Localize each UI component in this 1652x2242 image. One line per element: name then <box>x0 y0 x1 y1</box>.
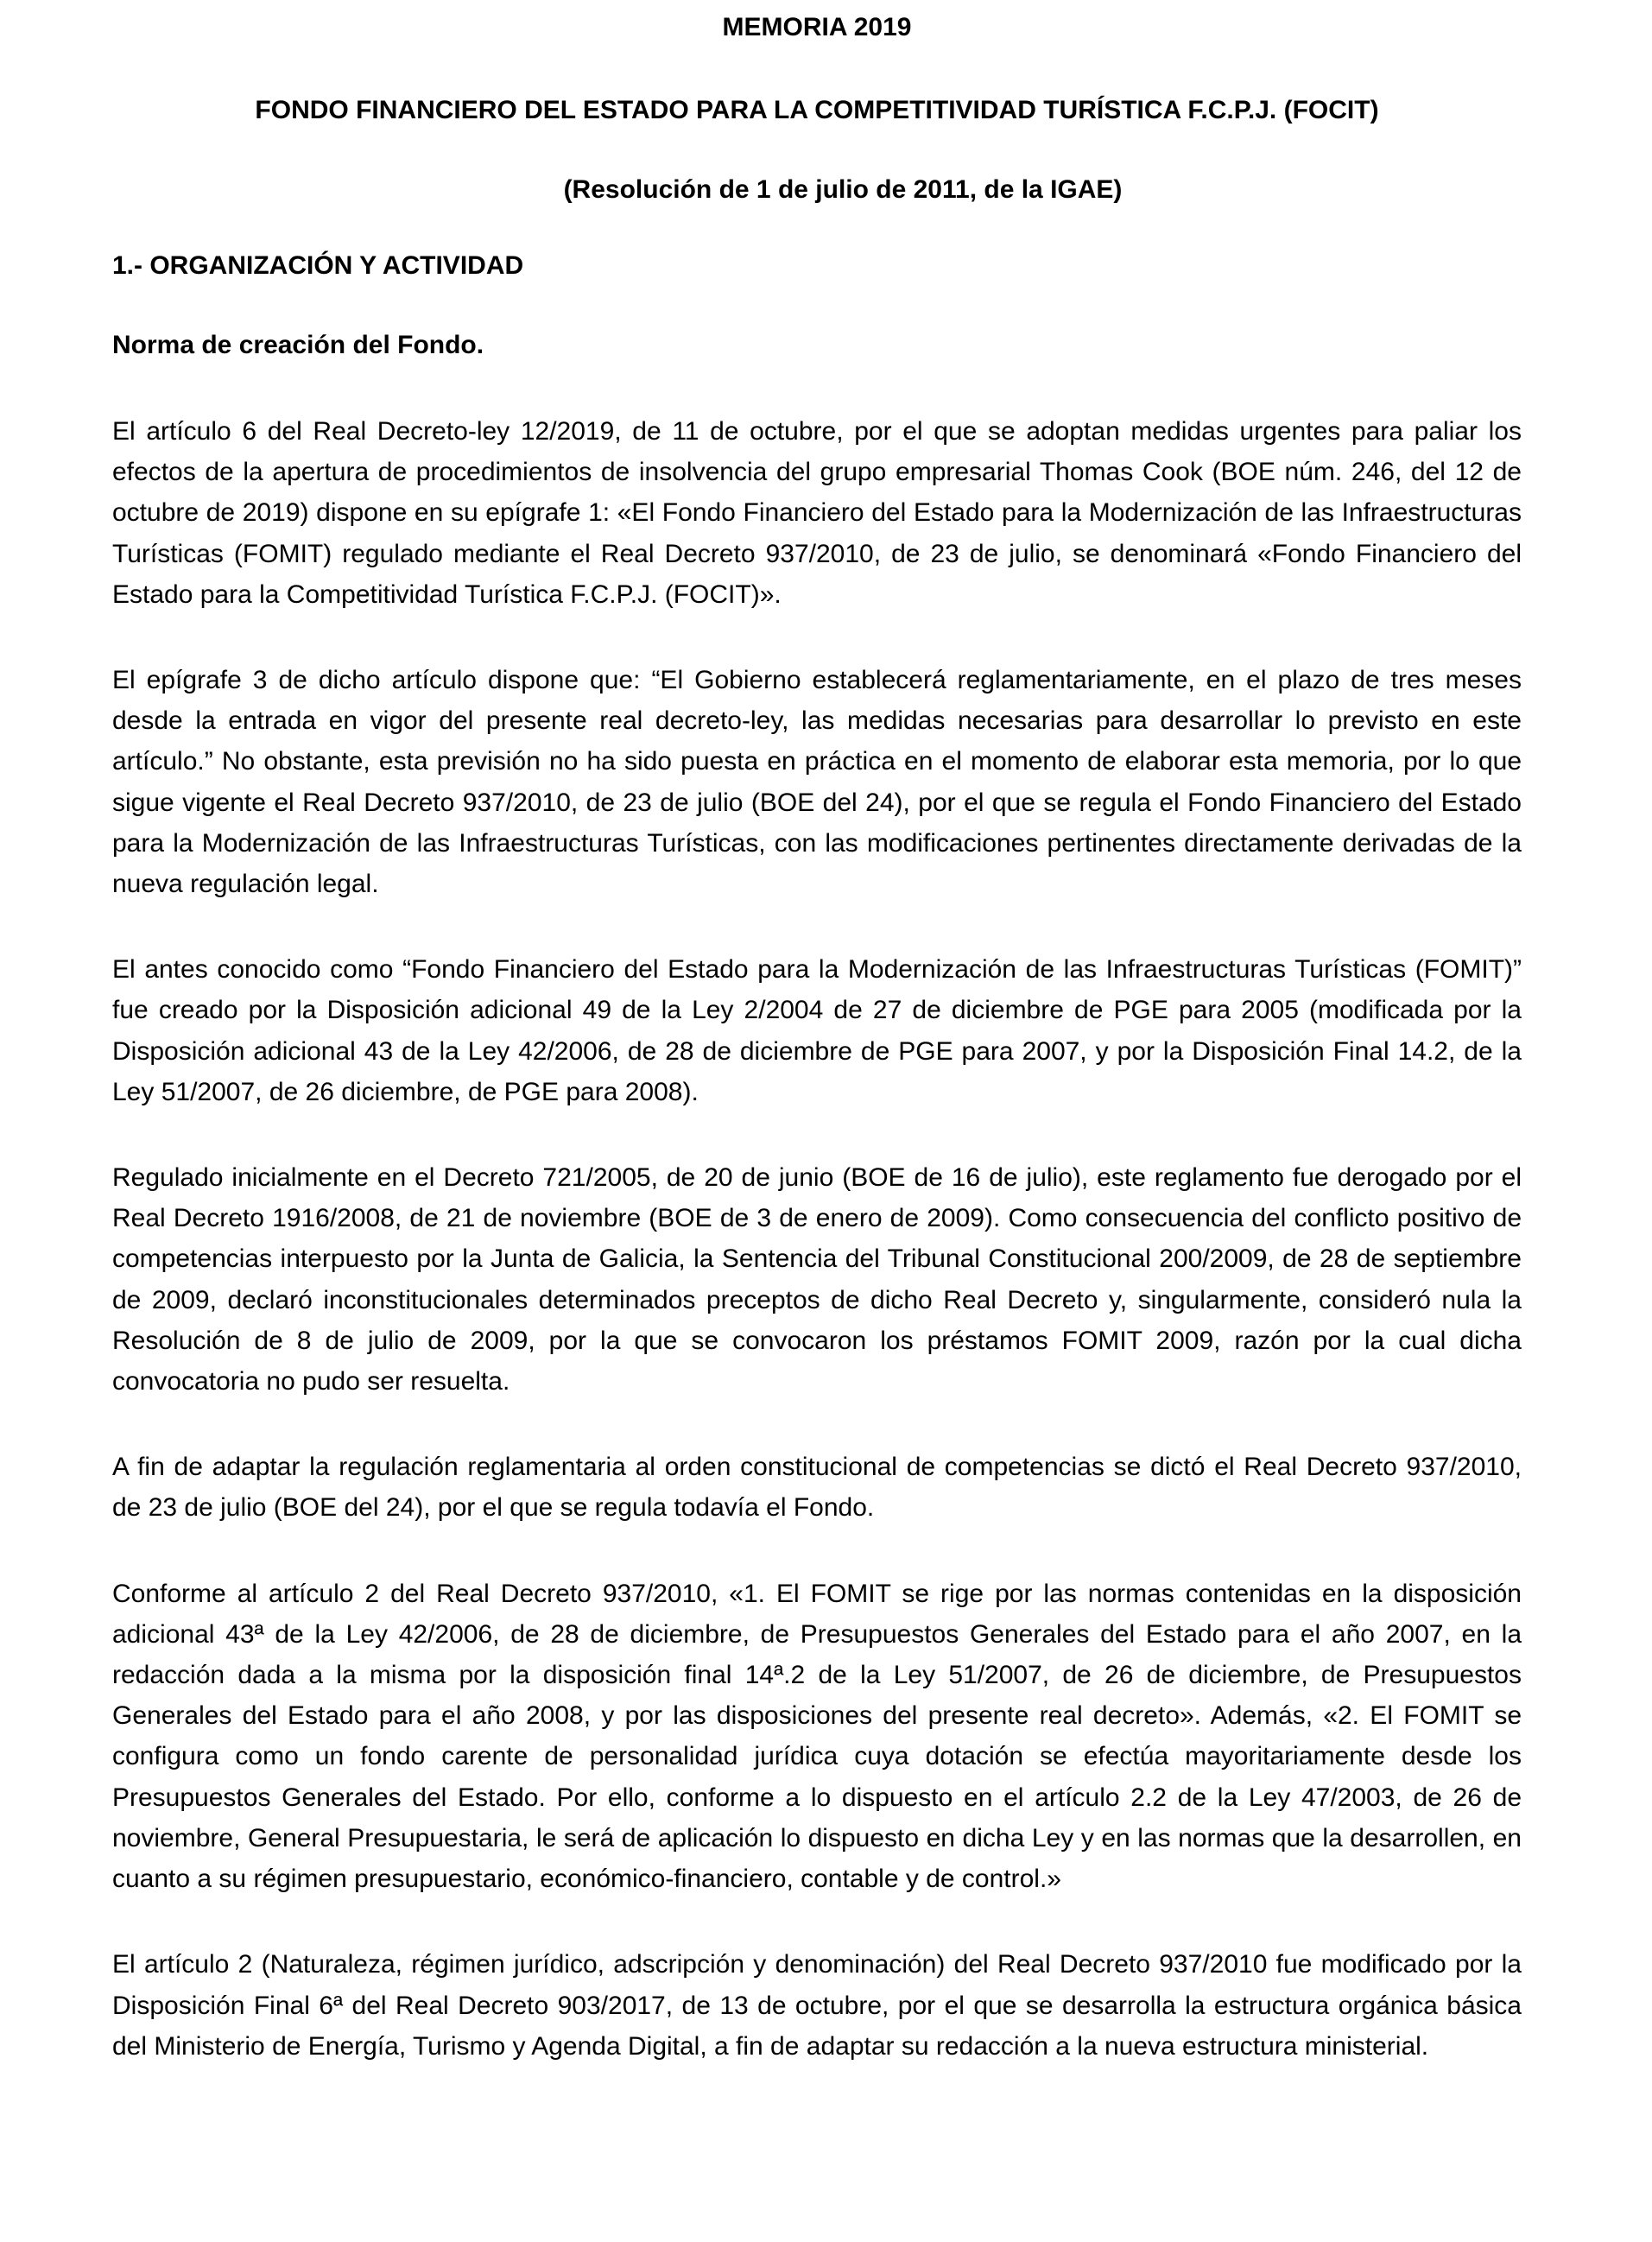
body-paragraph: El artículo 2 (Naturaleza, régimen jurídico, adscripción y denominación) del Real Decreto 937/2010 fue modificado por la Disposición Final 6ª del Real Decreto 903/2017, de 13 de octubre, por el que se desarrolla la estructura orgánica básica del Ministerio de Energía, Turismo y Agenda Digital, a fin de adaptar su redacción a la nueva estructura ministerial. <box>112 1950 1522 2061</box>
document-page <box>112 0 1522 2067</box>
body-paragraph: Conforme al artículo 2 del Real Decreto 937/2010, «1. El FOMIT se rige por las normas contenidas en la disposición adicional 43ª de la Ley 42/2006, de 28 de diciembre, de Presupuestos Generales del Estado para el año 2007, en la redacción dada a la misma por la disposición final 14ª.2 de la Ley 51/2007, de 26 de diciembre, de Presupuestos Generales del Estado para el año 2008, y por las disposiciones del presente real decreto». Además, «2. El FOMIT se configura como un fondo carente de personalidad jurídica cuya dotación se efectúa mayoritariamente desde los Presupuestos Generales del Estado. Por ello, conforme a lo dispuesto en el artículo 2.2 de la Ley 47/2003, de 26 de noviembre, General Presupuestaria, le será de aplicación lo dispuesto en dicha Ley y en las normas que la desarrollen, en cuanto a su régimen presupuestario, económico-financiero, contable y de control.» <box>112 1579 1522 1894</box>
body-paragraph: El artículo 6 del Real Decreto-ley 12/2019, de 11 de octubre, por el que se adoptan medidas urgentes para paliar los efectos de la apertura de procedimientos de insolvencia del grupo empresarial Thomas Cook (BOE núm. 246, del 12 de octubre de 2019) dispone en su epígrafe 1: «El Fondo Financiero del Estado para la Modernización de las Infraestructuras Turísticas (FOMIT) regulado mediante el Real Decreto 937/2010, de 23 de julio, se denominará «Fondo Financiero del Estado para la Competitividad Turística F.C.P.J. (FOCIT)». <box>112 417 1522 609</box>
section-heading: 1.- ORGANIZACIÓN Y ACTIVIDAD <box>112 251 524 280</box>
sub-heading: Norma de creación del Fondo. <box>112 331 484 359</box>
document-subtitle: FONDO FINANCIERO DEL ESTADO PARA LA COMPETITIVIDAD TURÍSTICA F.C.P.J. (FOCIT) <box>255 96 1379 124</box>
document-title: MEMORIA 2019 <box>722 13 912 41</box>
body-paragraph: A fin de adaptar la regulación reglamentaria al orden constitucional de competencias se dictó el Real Decreto 937/2010, de 23 de julio (BOE del 24), por el que se regula todavía el Fondo. <box>112 1453 1522 1523</box>
body-paragraph: El antes conocido como “Fondo Financiero del Estado para la Modernización de las Infraestructuras Turísticas (FOMIT)” fue creado por la Disposición adicional 49 de la Ley 2/2004 de 27 de diciembre de PGE para 2005 (modificada por la Disposición adicional 43 de la Ley 42/2006, de 28 de diciembre de PGE para 2007, y por la Disposición Final 14.2, de la Ley 51/2007, de 26 diciembre, de PGE para 2008). <box>112 955 1522 1106</box>
resolution-reference: (Resolución de 1 de julio de 2011, de la IGAE) <box>563 175 1123 204</box>
body-paragraph: Regulado inicialmente en el Decreto 721/2005, de 20 de junio (BOE de 16 de julio), este reglamento fue derogado por el Real Decreto 1916/2008, de 21 de noviembre (BOE de 3 de enero de 2009). Como consecuencia del conflicto positivo de competencias interpuesto por la Junta de Galicia, la Sentencia del Tribunal Constitucional 200/2009, de 28 de septiembre de 2009, declaró inconstitucionales determinados preceptos de dicho Real Decreto y, singularmente, consideró nula la Resolución de 8 de julio de 2009, por la que se convocaron los préstamos FOMIT 2009, razón por la cual dicha convocatoria no pudo ser resuelta. <box>112 1163 1522 1396</box>
body-paragraph: El epígrafe 3 de dicho artículo dispone que: “El Gobierno establecerá reglamentariamente, en el plazo de tres meses desde la entrada en vigor del presente real decreto-ley, las medidas necesarias para desarrollar lo previsto en este artículo.” No obstante, esta previsión no ha sido puesta en práctica en el momento de elaborar esta memoria, por lo que sigue vigente el Real Decreto 937/2010, de 23 de julio (BOE del 24), por el que se regula el Fondo Financiero del Estado para la Modernización de las Infraestructuras Turísticas, con las modificaciones pertinentes directamente derivadas de la nueva regulación legal. <box>112 666 1522 899</box>
